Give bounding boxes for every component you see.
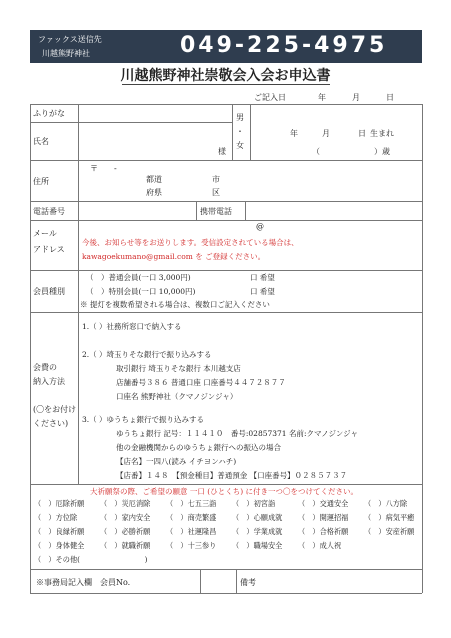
prayer-option[interactable]: （ ）社運隆昌 <box>166 527 217 536</box>
prayer-option[interactable]: （ ）身体健全 <box>34 541 85 550</box>
yucho-branch-name: 【店名】一四八(読み イチヨンハチ) <box>116 457 237 466</box>
phone-label: 電話番号 <box>33 207 65 216</box>
resona-account: 店舗番号３８６ 普通口座 口座番号４４７２８７７ <box>116 378 286 387</box>
birth-day: 日 <box>358 129 366 138</box>
fax-org-name: 川越熊野神社 <box>42 49 90 58</box>
resona-account-name: 口座名 熊野神社（クマノジンジャ） <box>116 392 238 401</box>
prayer-option[interactable]: （ ）合格祈願 <box>298 527 349 536</box>
prayer-option[interactable]: （ ）十三参り <box>166 541 217 550</box>
entry-month: 月 <box>352 93 360 102</box>
prayer-option[interactable]: （ ）心願成就 <box>232 513 283 522</box>
prayer-option[interactable]: （ ）方位除 <box>34 513 78 522</box>
fax-label: ファックス送信先 <box>38 35 102 44</box>
email-label-2: アドレス <box>33 245 65 254</box>
document-title: 川越熊野神社崇敬会入会お申込書 <box>120 68 331 84</box>
entry-day: 日 <box>386 93 394 102</box>
prayer-option[interactable]: （ ）厄除祈願 <box>34 499 85 508</box>
mobile-label: 携帯電話 <box>200 207 232 216</box>
prayer-option[interactable]: （ ）学業成就 <box>232 527 283 536</box>
membership-regular-suffix: 口 希望 <box>250 273 275 282</box>
prayer-option[interactable]: （ ）成人祝 <box>298 541 342 550</box>
payment-label-4: ください) <box>33 419 69 428</box>
city-line-2: 区 <box>212 188 220 197</box>
payment-label-3: (〇をお付け <box>33 405 77 414</box>
address-label: 住所 <box>33 177 49 186</box>
prayer-option[interactable]: （ ）開運招福 <box>298 513 349 522</box>
prayer-option[interactable]: （ ）就職祈願 <box>100 541 151 550</box>
birth-suffix: 生まれ <box>370 129 394 138</box>
gender-separator: ・ <box>236 127 244 136</box>
fax-header-banner <box>30 30 422 63</box>
membership-note: ※ 提灯を複数希望される場合は、複数口ご記入ください <box>80 300 270 309</box>
prefecture-line-2: 府県 <box>146 188 162 197</box>
payment-label-1: 会費の <box>33 363 57 372</box>
membership-regular[interactable]: （ ）普通会員(一口 3,000円) <box>86 273 191 282</box>
title-underline <box>122 84 330 85</box>
membership-special[interactable]: （ ）特別会員(一口 10,000円) <box>86 287 196 296</box>
city-line-1: 市 <box>212 175 220 184</box>
gender-female[interactable]: 女 <box>236 141 244 150</box>
office-use-label: ※事務局記入欄 会員No. <box>36 578 131 587</box>
prayer-option[interactable]: （ ）八方除 <box>364 499 408 508</box>
payment-label-2: 納入方法 <box>33 377 65 386</box>
postal-mark: 〒 - <box>90 164 117 173</box>
email-registration: kawagoekumano@gmail.com を ご登録ください。 <box>82 252 266 261</box>
email-label-1: メール <box>33 229 57 238</box>
membership-special-suffix: 口 希望 <box>250 287 275 296</box>
payment-method-3[interactable]: 3.（ ）ゆうちょ銀行で振り込みする <box>82 415 205 424</box>
membership-label: 会員種別 <box>33 287 65 296</box>
age-open: （ <box>312 147 320 156</box>
name-label: 氏名 <box>33 137 49 146</box>
prayer-option[interactable]: （ ）交通安全 <box>298 499 349 508</box>
prefecture-line-1: 都道 <box>146 175 162 184</box>
resona-bank: 取引銀行 埼玉りそな銀行 本川越支店 <box>116 364 241 373</box>
age-close: ）歳 <box>374 147 390 156</box>
yucho-other-bank: 他の金融機関からのゆうちょ銀行への振込の場合 <box>116 443 281 452</box>
yucho-account: ゆうちょ銀行 記号：１１４１０ 番号:02857371 名前:クマノジンジャ <box>116 429 358 438</box>
birth-year: 年 <box>290 129 298 138</box>
prayer-option[interactable]: （ ）商売繁盛 <box>166 513 217 522</box>
sama-label: 様 <box>218 147 226 156</box>
prayer-option[interactable]: （ ）家内安全 <box>100 513 151 522</box>
prayer-option[interactable]: （ ）職場安全 <box>232 541 283 550</box>
yucho-branch-number: 【店番】１４８ 【預金種目】普通預金 【口座番号】０２８５７３７ <box>116 471 348 480</box>
prayer-option[interactable]: （ ）初宮詣 <box>232 499 276 508</box>
prayer-option[interactable]: （ ）必勝祈願 <box>100 527 151 536</box>
prayer-option[interactable]: （ ）七五三詣 <box>166 499 217 508</box>
prayer-option[interactable]: （ ）安産祈願 <box>364 527 415 536</box>
furigana-label: ふりがな <box>33 109 65 118</box>
email-note: 今後、お知らせ等をお送りします。受信設定されている場合は、 <box>82 238 299 247</box>
prayer-option[interactable]: （ ）災厄消除 <box>100 499 151 508</box>
payment-method-1[interactable]: 1.（ ）社務所窓口で納入する <box>82 322 182 331</box>
prayer-note: 大祈願祭の際、ご希望の願意 一口 (ひとくち) に付き一つ〇をつけてください。 <box>90 487 359 496</box>
fax-number: 049-225-4975 <box>180 33 388 58</box>
prayer-option[interactable]: （ ）病気平癒 <box>364 513 415 522</box>
entry-date-label: ご記入日 <box>254 93 286 102</box>
payment-method-2[interactable]: 2.（ ）埼玉りそな銀行で振り込みする <box>82 350 212 359</box>
birth-month: 月 <box>322 129 330 138</box>
prayer-option[interactable]: （ ）その他( ) <box>34 555 148 564</box>
entry-year: 年 <box>318 93 326 102</box>
remarks-label: 備考 <box>240 578 256 587</box>
email-at-mark: @ <box>256 222 264 231</box>
gender-male[interactable]: 男 <box>236 113 244 122</box>
prayer-option[interactable]: （ ）良縁祈願 <box>34 527 85 536</box>
